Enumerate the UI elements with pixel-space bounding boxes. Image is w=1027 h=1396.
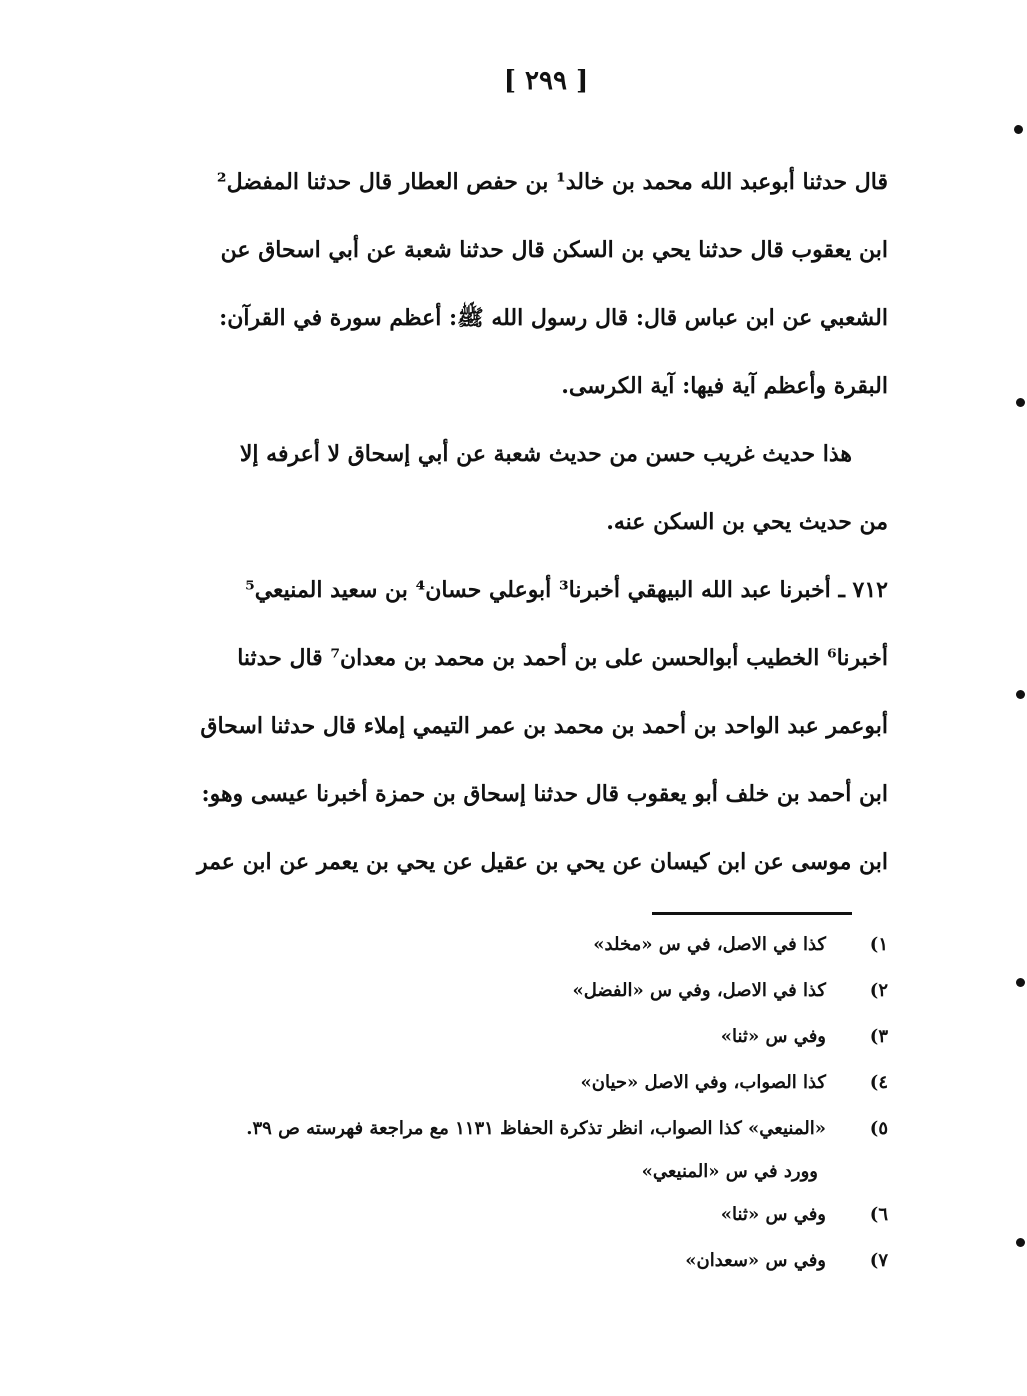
page-number: [ ٢٩٩ ] (503, 66, 589, 96)
footnote-text: كذا في الاصل، وفي س «الفضل» (572, 980, 826, 1001)
text-line: هذا حديث غريب حسن من حديث شعبة عن أبي إسحاق لا أعرفه إلا (239, 441, 852, 467)
footnote-number: ٦) (869, 1204, 888, 1225)
footnote-number: ٢) (869, 980, 888, 1001)
text-line: الشعبي عن ابن عباس قال: قال رسول الله ﷺ: أعظم سورة في القرآن: (219, 305, 888, 331)
footnote-text: وورد في س «المنيعي» (641, 1161, 818, 1182)
text-line: ابن أحمد بن خلف أبو يعقوب قال حدثنا إسحاق بن حمزة أخبرنا عيسى وهو: (201, 781, 888, 807)
scan-mark (1016, 1238, 1025, 1247)
text-line: من حديث يحي بن السكن عنه. (606, 509, 888, 535)
footnote-number: ٣) (869, 1026, 888, 1047)
footnote-text: وفي س «سعدان» (685, 1250, 826, 1271)
footnote (160, 922, 888, 968)
footnote-text: «المنيعي» كذا الصواب، انظر تذكرة الحفاظ ١١٣١ مع مراجعة فهرسته ص ٣٩. (246, 1118, 826, 1139)
text-line: ٧١٢ ـ أخبرنا عبد الله البيهقي أخبرنا³ أبوعلي حسان⁴ بن سعيد المنيعي⁵ (245, 577, 888, 603)
footnote-number: ٤) (869, 1072, 888, 1093)
text-line: أبوعمر عبد الواحد بن أحمد بن محمد بن عمر التيمي إملاء قال حدثنا اسحاق (200, 713, 888, 739)
footnote (160, 1238, 888, 1284)
footnote-text: وفي س «ثنا» (720, 1026, 826, 1047)
footnote-number: ١) (869, 934, 888, 955)
footnote (160, 1106, 888, 1152)
footnote-text: كذا في الاصل، في س «مخلد» (593, 934, 826, 955)
footnote-text: وفي س «ثنا» (720, 1204, 826, 1225)
footnote (160, 1014, 888, 1060)
scan-mark (1016, 978, 1025, 987)
scan-mark (1016, 398, 1025, 407)
footnote-text: كذا الصواب، وفي الاصل «حيان» (580, 1072, 826, 1093)
footnote (160, 1192, 888, 1238)
footnote-number: ٧) (869, 1250, 888, 1271)
main-text-block (160, 148, 888, 896)
footnote-number: ٥) (869, 1118, 888, 1139)
text-line: البقرة وأعظم آية فيها: آية الكرسى. (561, 373, 888, 399)
footnote (160, 1060, 888, 1106)
footnotes-block (160, 922, 888, 1284)
scan-mark (1014, 125, 1023, 134)
scan-mark (1016, 690, 1025, 699)
footnote (160, 968, 888, 1014)
text-line: ابن موسى عن ابن كيسان عن يحي بن عقيل عن يحي بن يعمر عن ابن عمر (196, 849, 888, 875)
text-line: قال حدثنا أبوعبد الله محمد بن خالد¹ بن حفص العطار قال حدثنا المفضل² (216, 169, 888, 195)
footnote-continuation (160, 1152, 888, 1192)
text-line: ابن يعقوب قال حدثنا يحي بن السكن قال حدثنا شعبة عن أبي اسحاق عن (220, 237, 888, 263)
text-line: أخبرنا⁶ الخطيب أبوالحسن على بن أحمد بن محمد بن معدان⁷ قال حدثنا (237, 645, 888, 671)
footnote-separator (652, 912, 852, 915)
